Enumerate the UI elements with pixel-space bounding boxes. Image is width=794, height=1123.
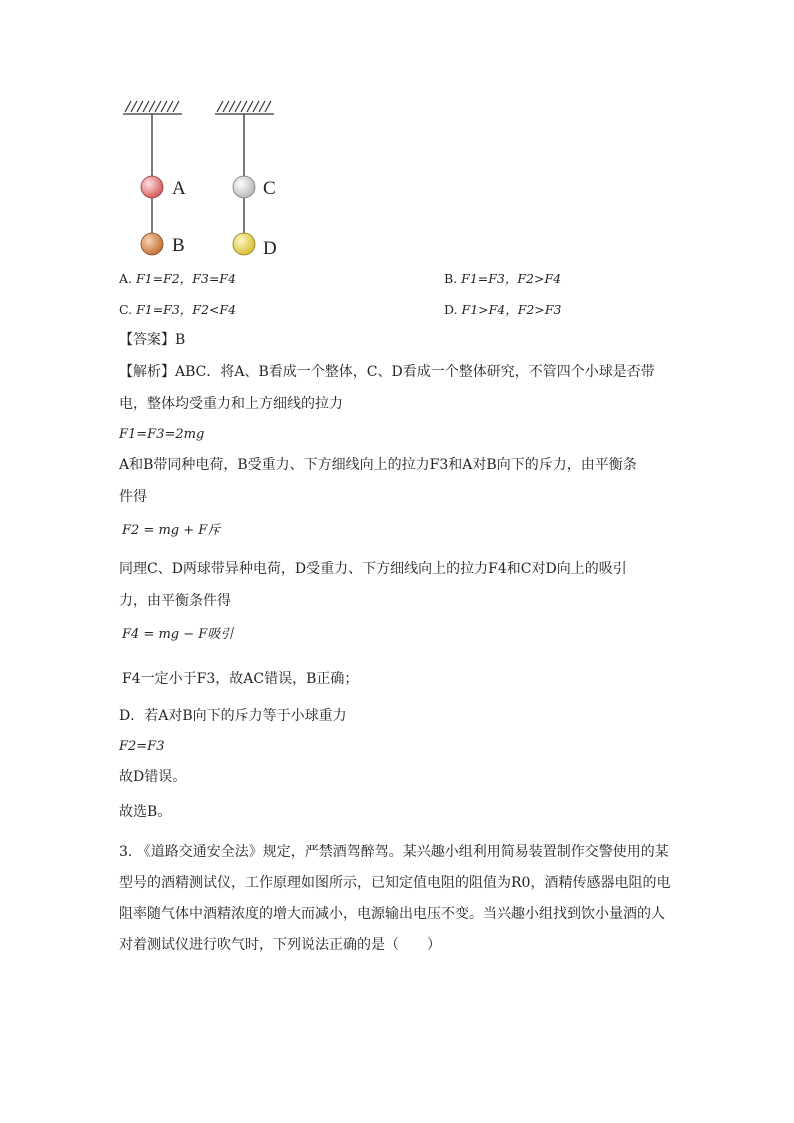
option-d-text: F1>F4，F2>F3 bbox=[461, 302, 562, 317]
question-3-line-4: 对着测试仪进行吹气时，下列说法正确的是（ ） bbox=[119, 937, 441, 953]
analysis-line-9: 故D错误。 bbox=[119, 769, 187, 785]
label-c: C bbox=[263, 178, 276, 199]
answer-value: B bbox=[175, 332, 186, 348]
answer-label: 【答案】 bbox=[119, 332, 175, 348]
option-b-text: F1=F3，F2>F4 bbox=[461, 271, 562, 286]
label-a: A bbox=[172, 178, 186, 199]
analysis-line-3: A和B带同种电荷，B受重力、下方细线向上的拉力F3和A对B向下的斥力，由平衡条 bbox=[119, 457, 637, 473]
analysis-label: 【解析】 bbox=[119, 364, 175, 380]
equation-4: F2=F3 bbox=[119, 739, 165, 754]
option-c-text: F1=F3，F2<F4 bbox=[136, 302, 237, 317]
question-3-line-3: 阻率随气体中酒精浓度的增大而减小，电源输出电压不变。当兴趣小组找到饮小量酒的人 bbox=[119, 906, 665, 922]
analysis-line-7: F4一定小于F3，故AC错误，B正确； bbox=[122, 671, 359, 687]
equation-1: F1=F3=2mg bbox=[119, 427, 205, 442]
option-c-prefix: C. bbox=[119, 302, 137, 317]
ball-b bbox=[141, 233, 163, 255]
analysis-line-4: 件得 bbox=[119, 489, 147, 505]
option-a-prefix: A. bbox=[119, 271, 136, 286]
option-a-text: F1=F2，F3=F4 bbox=[135, 271, 236, 286]
option-d bbox=[444, 301, 561, 319]
right-ceiling bbox=[215, 101, 274, 114]
option-b bbox=[444, 270, 561, 288]
analysis-line-1: 【解析】ABC．将A、B看成一个整体，C、D看成一个整体研究，不管四个小球是否带 bbox=[119, 364, 655, 380]
answer-line bbox=[119, 330, 185, 350]
option-b-prefix: B. bbox=[444, 271, 462, 286]
equation-3: F4 = mg − F吸引 bbox=[122, 627, 234, 642]
equation-2: F2 = mg + F斥 bbox=[122, 523, 221, 538]
ball-a bbox=[141, 176, 163, 198]
option-d-prefix: D. bbox=[444, 302, 462, 317]
analysis-line-8: D．若A对B向下的斥力等于小球重力 bbox=[119, 708, 347, 724]
label-d: D bbox=[263, 238, 277, 259]
label-b: B bbox=[172, 235, 185, 256]
analysis-line-10: 故选B。 bbox=[119, 804, 172, 820]
left-ceiling bbox=[123, 101, 182, 114]
analysis-line-2: 电，整体均受重力和上方细线的拉力 bbox=[119, 396, 343, 412]
analysis-line-5: 同理C、D两球带异种电荷，D受重力、下方细线向上的拉力F4和C对D向上的吸引 bbox=[119, 561, 627, 577]
question-3-line-2: 型号的酒精测试仪，工作原理如图所示，已知定值电阻的阻值为R0，酒精传感器电阻的电 bbox=[119, 875, 671, 891]
ball-c bbox=[233, 176, 255, 198]
analysis-line-6: 力，由平衡条件得 bbox=[119, 593, 231, 609]
ball-d bbox=[233, 233, 255, 255]
hanging-balls-figure bbox=[115, 97, 295, 262]
question-3-line-1: 3. 《道路交通安全法》规定，严禁酒驾醉驾。某兴趣小组利用简易装置制作交警使用的某 bbox=[119, 844, 669, 860]
option-a bbox=[119, 270, 236, 288]
option-c bbox=[119, 301, 236, 319]
